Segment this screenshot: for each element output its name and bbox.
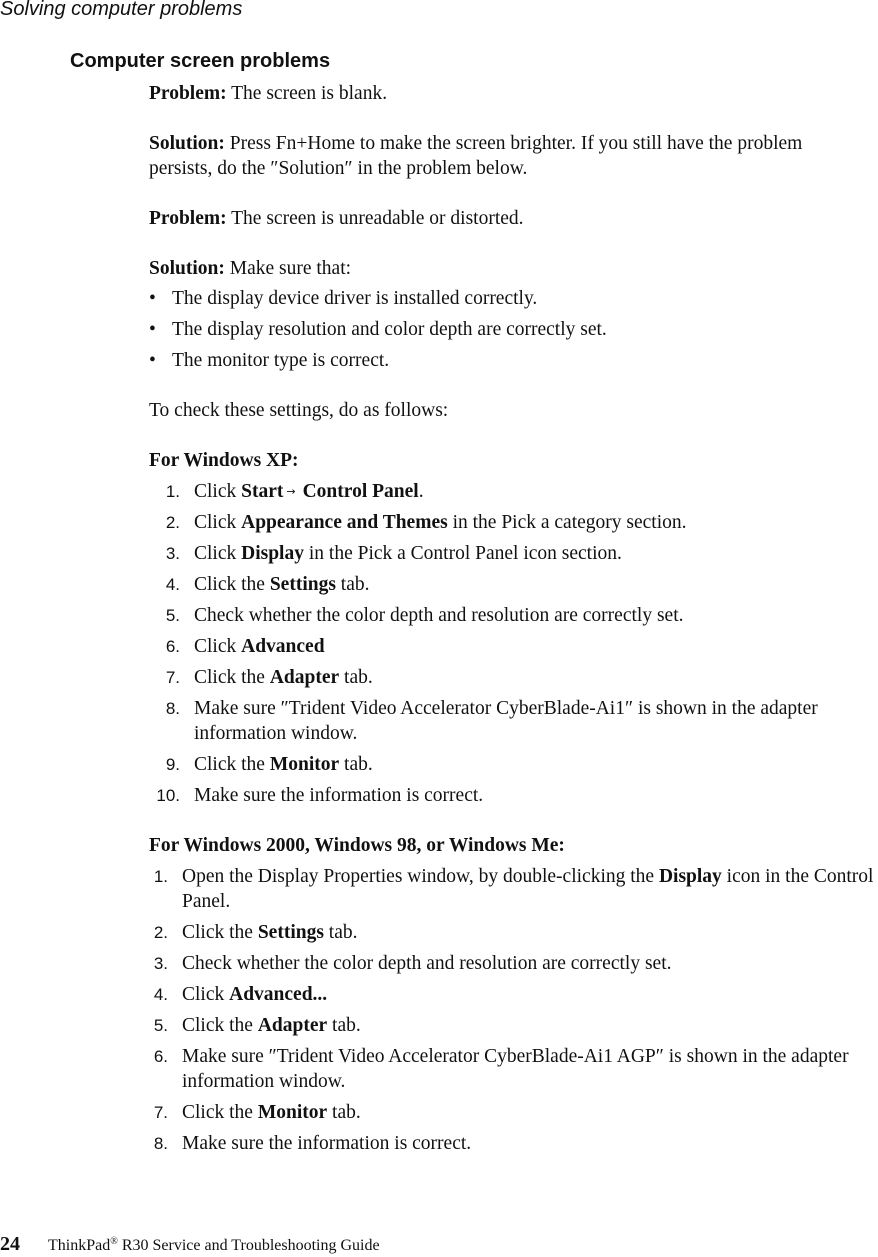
xp-heading: For Windows XP: <box>149 450 299 471</box>
step-item <box>149 1131 878 1156</box>
step-text: in the Pick a Control Panel icon section. <box>303 543 622 564</box>
problem-label: Problem: <box>149 208 227 229</box>
book-title-brand: ThinkPad <box>48 1237 111 1254</box>
step-item <box>149 696 878 746</box>
checklist <box>149 286 878 373</box>
step-number: 6. <box>153 1047 168 1066</box>
step-item <box>149 541 878 566</box>
step-text: tab. <box>327 1102 361 1123</box>
step-number: 7. <box>165 668 180 687</box>
step-text: Click the <box>182 1015 258 1036</box>
bullet-icon: • <box>149 350 156 371</box>
ui-term: Display <box>658 866 722 887</box>
step-number: 5. <box>165 606 180 625</box>
step-number: 3. <box>165 544 180 563</box>
ui-term: Monitor <box>269 754 340 775</box>
step-text: in the Pick a category section. <box>447 512 687 533</box>
step-number: 4. <box>153 985 168 1004</box>
step-text: Open the Display Properties window, by double-clicking the <box>182 866 659 887</box>
step-number: 8. <box>165 699 180 718</box>
list-item-text: The display device driver is installed correctly. <box>172 288 538 309</box>
problem-1 <box>149 81 849 106</box>
list-item <box>149 348 878 373</box>
step-item <box>149 634 878 659</box>
step-text: Make sure the information is correct. <box>194 785 484 806</box>
step-text: Click the <box>194 574 270 595</box>
w2k-heading: For Windows 2000, Windows 98, or Windows Me: <box>149 835 565 856</box>
ui-term: Display <box>241 543 304 564</box>
list-item-text: The display resolution and color depth are correctly set. <box>172 319 607 340</box>
page-number: 24 <box>0 1233 20 1255</box>
ui-term: Appearance and Themes <box>241 512 448 533</box>
step-text: Make sure ″Trident Video Accelerator CyberBlade-Ai1 AGP″ is shown in the adapter information window. <box>182 1046 849 1092</box>
solution-label: Solution: <box>149 133 225 154</box>
ui-term: Advanced <box>241 636 325 657</box>
step-text: . <box>418 481 424 502</box>
step-item <box>149 752 878 777</box>
ui-term: Adapter <box>257 1015 328 1036</box>
step-text: Click <box>194 481 242 502</box>
step-text: Make sure the information is correct. <box>182 1133 472 1154</box>
problem-text: The screen is unreadable or distorted. <box>226 208 524 229</box>
step-number: 3. <box>153 954 168 973</box>
step-text: Make sure ″Trident Video Accelerator CyberBlade-Ai1″ is shown in the adapter information window. <box>194 698 818 744</box>
step-item <box>149 864 878 914</box>
step-text: tab. <box>335 574 370 595</box>
step-item <box>149 1100 878 1125</box>
step-text: Click <box>182 984 230 1005</box>
list-item-text: The monitor type is correct. <box>172 350 390 371</box>
ui-term: Advanced... <box>229 984 328 1005</box>
step-item <box>149 510 878 535</box>
list-item <box>149 286 878 311</box>
running-header: Solving computer problems <box>0 0 243 20</box>
book-title-rest: R30 Service and Troubleshooting Guide <box>117 1237 380 1254</box>
book-title <box>48 1237 380 1255</box>
ui-term: Control Panel <box>302 481 419 502</box>
ui-term: Start <box>241 481 284 502</box>
step-number: 1. <box>153 867 168 886</box>
step-item <box>149 1013 878 1038</box>
problem-text: The screen is blank. <box>226 83 388 104</box>
xp-steps <box>149 479 878 808</box>
check-intro: To check these settings, do as follows: <box>149 400 449 421</box>
step-text: Click the <box>182 1102 258 1123</box>
step-item <box>149 920 878 945</box>
step-number: 5. <box>153 1016 168 1035</box>
step-number: 2. <box>165 513 180 532</box>
step-text: Click <box>194 512 242 533</box>
step-text: Click <box>194 543 242 564</box>
step-item <box>149 783 878 808</box>
problem-label: Problem: <box>149 83 227 104</box>
step-number: 6. <box>165 637 180 656</box>
section-title: Computer screen problems <box>70 50 331 72</box>
content-body <box>149 81 878 1181</box>
step-text: Click the <box>194 754 270 775</box>
step-item <box>149 951 878 976</box>
bullet-icon: • <box>149 319 156 340</box>
step-number: 8. <box>153 1134 168 1153</box>
step-number: 4. <box>165 575 180 594</box>
step-text: Check whether the color depth and resolution are correctly set. <box>182 953 672 974</box>
step-text: Click the <box>182 922 258 943</box>
solution-2 <box>149 256 849 281</box>
step-text: tab. <box>323 922 358 943</box>
solution-text: Make sure that: <box>224 258 352 279</box>
list-item <box>149 317 878 342</box>
step-item <box>149 665 878 690</box>
solution-label: Solution: <box>149 258 225 279</box>
step-text: tab. <box>339 754 373 775</box>
step-item <box>149 479 878 504</box>
step-number: 10. <box>156 786 180 805</box>
ui-term: Settings <box>257 922 324 943</box>
solution-text: Press Fn+Home to make the screen brighter. If you still have the problem persists, do the ″Solution″ in the problem below. <box>149 133 803 179</box>
ui-term: Monitor <box>257 1102 328 1123</box>
step-text: Click the <box>194 667 270 688</box>
step-item <box>149 603 878 628</box>
step-number: 2. <box>153 923 168 942</box>
step-item <box>149 982 878 1007</box>
step-text: Click <box>194 636 242 657</box>
step-text: tab. <box>327 1015 361 1036</box>
step-text: Check whether the color depth and resolution are correctly set. <box>194 605 684 626</box>
step-number: 1. <box>165 482 180 501</box>
step-item <box>149 572 878 597</box>
step-number: 9. <box>165 755 180 774</box>
arrow-right-icon: → <box>286 485 296 498</box>
step-item <box>149 1044 878 1094</box>
step-number: 7. <box>153 1103 168 1122</box>
w2k-steps <box>149 864 878 1156</box>
registered-mark: ® <box>110 1236 118 1247</box>
problem-2 <box>149 206 849 231</box>
ui-term: Adapter <box>269 667 340 688</box>
step-text: icon in the Control Panel. <box>182 866 874 912</box>
bullet-icon: • <box>149 288 156 309</box>
ui-term: Settings <box>269 574 336 595</box>
solution-1 <box>149 131 849 181</box>
step-text: tab. <box>339 667 373 688</box>
